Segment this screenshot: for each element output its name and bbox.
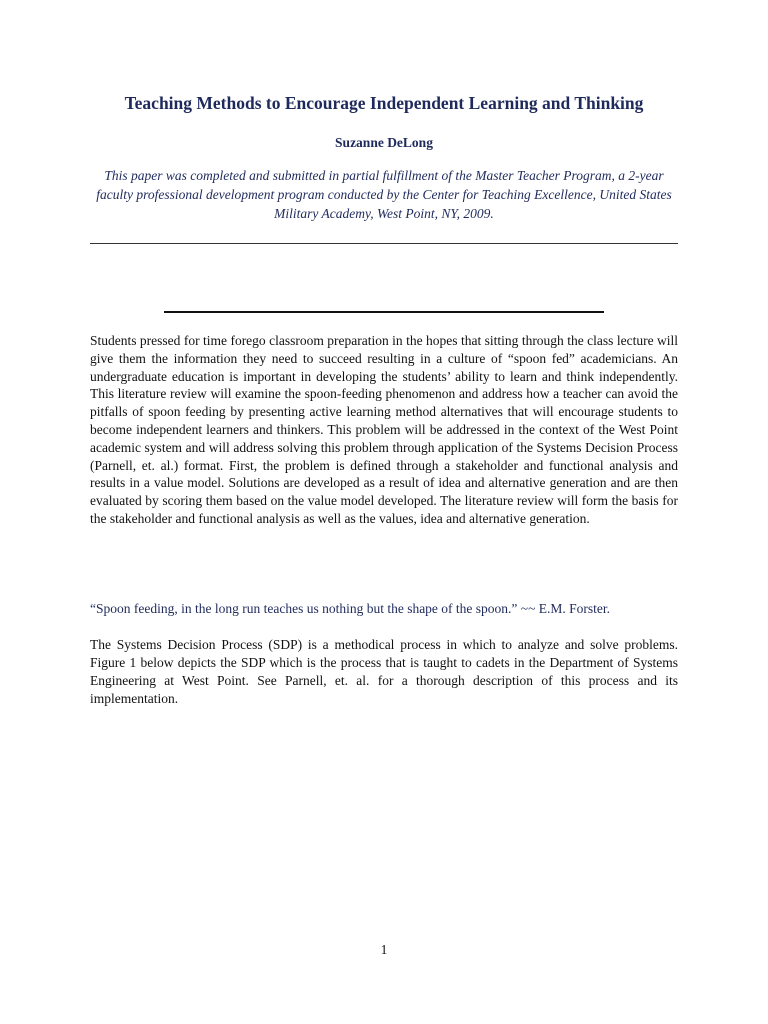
page-number: 1 <box>380 942 388 957</box>
section-divider <box>164 311 604 313</box>
epigraph-quote: “Spoon feeding, in the long run teaches us nothing but the shape of the spoon.” ~~ E.M. Forster. <box>90 601 611 616</box>
body-paragraph: The Systems Decision Process (SDP) is a methodical process in which to analyze and solve problems. Figure 1 below depicts the SDP which is the process that is taught to cadets in the Department of Systems Engineering at West Point. See Parnell, et. al. for a thorough description of this process and its implementation. <box>90 637 678 706</box>
submission-note: This paper was completed and submitted in partial fulfillment of the Master Teacher Program, a 2-year faculty professional development program conducted by the Center for Teaching Excellence, United States Military Academy, West Point, NY, 2009. <box>96 168 672 221</box>
header-divider <box>90 243 678 244</box>
paper-title: Teaching Methods to Encourage Independent Learning and Thinking <box>124 93 644 113</box>
author-name: Suzanne DeLong <box>335 135 433 150</box>
abstract-paragraph: Students pressed for time forego classroom preparation in the hopes that sitting through the class lecture will give them the information they need to succeed resulting in a culture of “spoon fed” academicians. An undergraduate education is important in developing the students’ ability to learn and think independently. This literature review will examine the spoon-feeding phenomenon and address how a teacher can avoid the pitfalls of spoon feeding by presenting active learning method alternatives that will encourage students to become independent learners and thinkers. This problem will be addressed in the context of the West Point academic system and will address solving this problem through application of the Systems Decision Process (Parnell, et. al.) format. First, the problem is defined through a stakeholder and functional analysis and results in a value model. Solutions are developed as a result of idea and alternative generation and are then evaluated by scoring them based on the value model developed. The literature review will form the basis for the stakeholder and functional analysis as well as the values, idea and alternative generation. <box>90 333 678 526</box>
